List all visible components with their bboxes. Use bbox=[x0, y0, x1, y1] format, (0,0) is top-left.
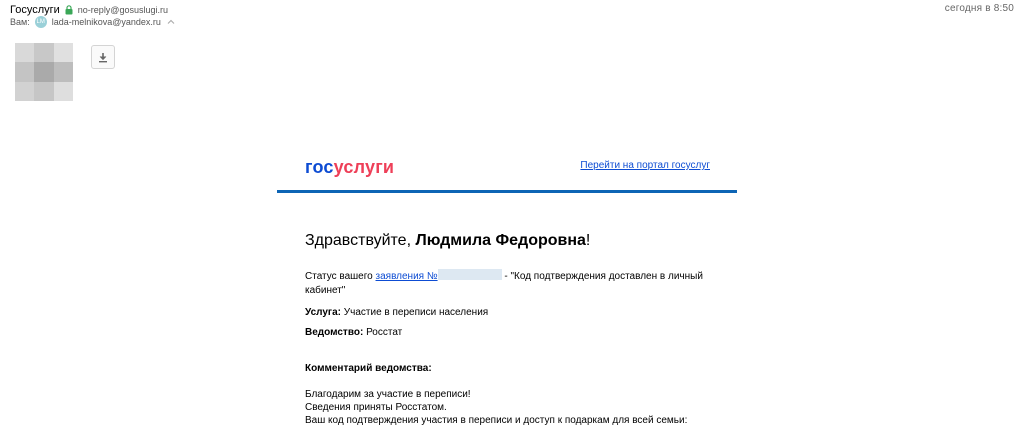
greeting-suffix: ! bbox=[585, 232, 591, 249]
recipient-email[interactable]: lada-melnikova@yandex.ru bbox=[51, 17, 161, 27]
gosuslugi-logo[interactable] bbox=[305, 157, 394, 178]
application-link[interactable] bbox=[376, 271, 502, 282]
chevron-up-icon[interactable] bbox=[166, 17, 176, 27]
greeting-name: Людмила Федоровна bbox=[415, 232, 586, 249]
sender-email[interactable]: no-reply@gosuslugi.ru bbox=[77, 5, 168, 15]
greeting-prefix: Здравствуйте, bbox=[305, 232, 416, 249]
comment-line: Ваш код подтверждения участия в переписи и доступ к подаркам для всей семьи: bbox=[305, 415, 688, 426]
logo-part-gos: гос bbox=[305, 157, 334, 177]
agency-row bbox=[305, 327, 402, 338]
header-divider bbox=[277, 190, 737, 193]
status-value: - "Код подтверждения доставлен в личный кабинет" bbox=[305, 271, 703, 296]
comment-line: Сведения приняты Росстатом. bbox=[305, 402, 447, 413]
message-date: сегодня в 8:50 bbox=[944, 3, 1014, 14]
portal-link[interactable]: Перейти на портал госуслуг bbox=[580, 160, 710, 171]
to-label: Вам: bbox=[10, 17, 30, 27]
comment-body bbox=[305, 388, 687, 427]
comment-line: Благодарим за участие в переписи! bbox=[305, 389, 471, 400]
agency-value: Росстат bbox=[363, 327, 403, 338]
agency-label: Ведомство: bbox=[305, 327, 364, 338]
redacted-number bbox=[438, 269, 502, 280]
recipient-avatar: LM bbox=[35, 16, 47, 28]
sender-name[interactable]: Госуслуги bbox=[10, 4, 60, 16]
download-button[interactable] bbox=[91, 45, 115, 69]
recipient-row bbox=[10, 15, 176, 29]
service-row bbox=[305, 307, 488, 318]
service-value: Участие в переписи населения bbox=[341, 307, 489, 318]
status-text bbox=[305, 269, 725, 298]
application-link-label: заявления № bbox=[375, 271, 438, 282]
logo-part-uslugi: услуги bbox=[333, 157, 395, 177]
service-label: Услуга: bbox=[305, 307, 341, 318]
greeting bbox=[305, 232, 590, 250]
status-prefix: Статус вашего bbox=[305, 271, 376, 282]
attachment-thumbnail[interactable] bbox=[15, 43, 73, 101]
download-icon bbox=[98, 52, 108, 63]
comment-heading: Комментарий ведомства: bbox=[305, 363, 432, 374]
lock-icon bbox=[65, 5, 73, 15]
